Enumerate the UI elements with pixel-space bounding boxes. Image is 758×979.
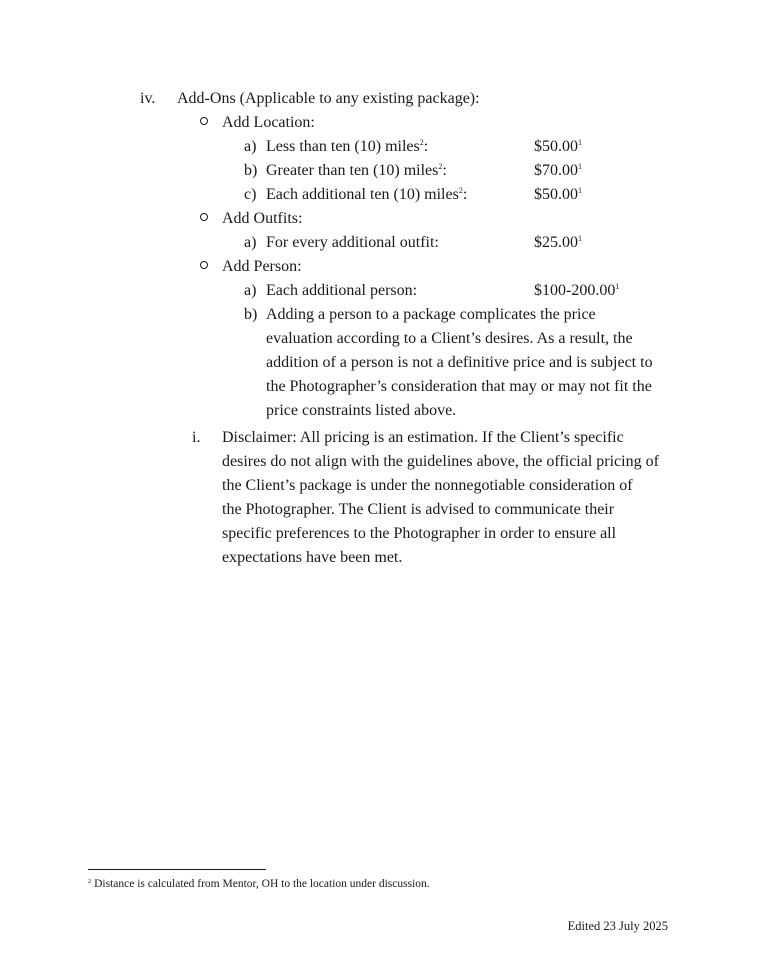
- item-price: $70.00$^1$: [534, 162, 582, 179]
- disclaimer-line: specific preferences to the Photographer in order to ensure all: [222, 525, 617, 542]
- item-marker: b): [244, 162, 258, 179]
- footnote-ref: 2: [419, 138, 424, 147]
- footnote-divider: [88, 869, 266, 870]
- item-label: Greater than ten (10) miles$^2$:: [266, 162, 447, 179]
- footnote-ref: 2: [458, 186, 463, 195]
- item-marker: c): [244, 186, 257, 203]
- person-note-line: evaluation according to a Client’s desires. As a result, the: [266, 330, 633, 347]
- item-price: $100-200.00$^1$: [534, 282, 620, 299]
- circle-bullet-icon: [200, 117, 208, 125]
- disclaimer-line: the Client’s package is under the nonnegotiable consideration of: [222, 477, 633, 494]
- footnote: [88, 876, 430, 892]
- circle-bullet-icon: [200, 213, 208, 221]
- item-label: For every additional outfit:: [266, 234, 439, 251]
- item-label: Each additional ten (10) miles$^2$:: [266, 186, 468, 203]
- footnote-text: Distance is calculated from Mentor, OH to the location under discussion.: [94, 878, 430, 890]
- group-title-person: Add Person:: [222, 258, 302, 275]
- disclaimer-line: Disclaimer: All pricing is an estimation. If the Client’s specific: [222, 429, 624, 446]
- footnote-ref: 2: [438, 162, 443, 171]
- item-price: $50.00$^1$: [534, 186, 582, 203]
- item-marker: a): [244, 282, 257, 299]
- disclaimer-line: expectations have been met.: [222, 549, 403, 566]
- edited-date: Edited 23 July 2025: [567, 919, 668, 933]
- section-marker: iv.: [140, 90, 156, 107]
- item-label: Less than ten (10) miles$^2$:: [266, 138, 429, 155]
- footnote-number: 2: [88, 878, 92, 885]
- item-label: Each additional person:: [266, 282, 418, 299]
- person-note-line: price constraints listed above.: [266, 402, 457, 419]
- item-marker: b): [244, 306, 258, 323]
- disclaimer-marker: i.: [192, 429, 201, 446]
- person-note-line: Adding a person to a package complicates the price: [266, 306, 596, 323]
- group-title-outfits: Add Outfits:: [222, 210, 303, 227]
- person-note-line: the Photographer’s consideration that may or may not fit the: [266, 378, 652, 395]
- item-marker: a): [244, 138, 257, 155]
- group-title-location: Add Location:: [222, 114, 315, 131]
- disclaimer-line: the Photographer. The Client is advised to communicate their: [222, 501, 615, 518]
- item-price: $25.00$^1$: [534, 234, 582, 251]
- person-note-line: addition of a person is not a definitive price and is subject to: [266, 354, 653, 371]
- item-price: $50.00$^1$: [534, 138, 582, 155]
- circle-bullet-icon: [200, 261, 208, 269]
- disclaimer-line: desires do not align with the guidelines above, the official pricing of: [222, 453, 659, 470]
- section-title: Add-Ons (Applicable to any existing package):: [177, 90, 480, 107]
- item-marker: a): [244, 234, 257, 251]
